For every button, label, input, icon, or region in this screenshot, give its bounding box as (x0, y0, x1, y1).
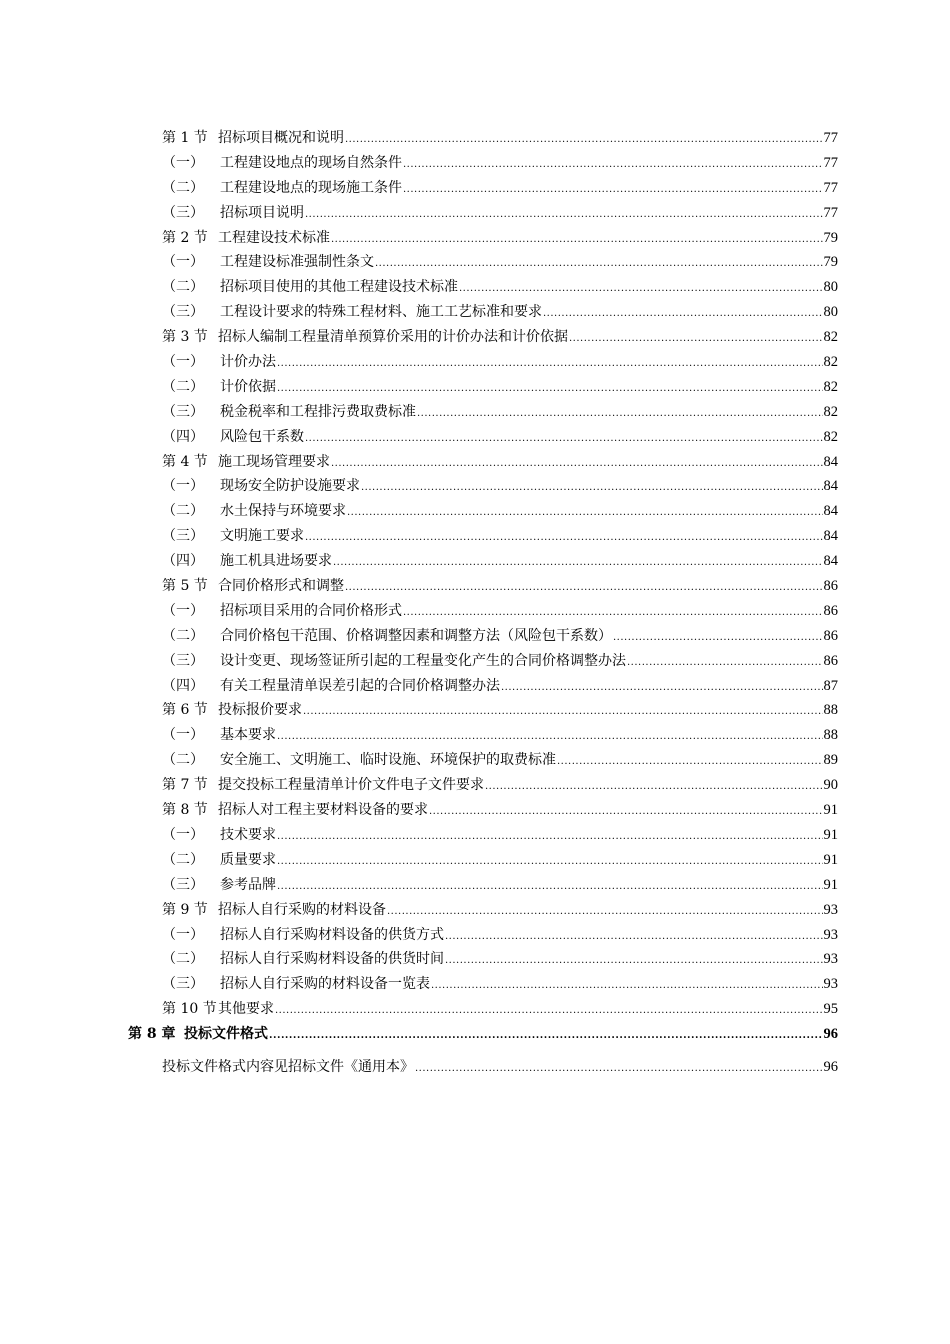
toc-entry-title: 施工现场管理要求 (218, 453, 330, 470)
toc-entry-number: 第 9 节 (162, 901, 208, 918)
toc-entry-page-number: 88 (823, 702, 838, 719)
toc-entry-number: （一） (162, 727, 204, 744)
toc-entry-title: 计价依据 (220, 378, 276, 395)
toc-entry-page-number: 91 (823, 876, 838, 893)
toc-entry-number: （二） (162, 503, 204, 520)
toc-dot-leader (277, 882, 823, 892)
toc-dot-leader (305, 434, 823, 444)
toc-entry-title: 合同价格形式和调整 (218, 578, 344, 595)
toc-dot-leader (331, 459, 823, 469)
toc-dot-leader (485, 782, 823, 792)
toc-entry-title: 招标人编制工程量清单预算价采用的计价办法和计价依据 (218, 329, 568, 346)
toc-section-entry[interactable] (128, 997, 838, 1022)
toc-section-entry[interactable] (128, 450, 838, 475)
toc-subsection-entry[interactable] (128, 1055, 838, 1080)
toc-entry-page-number: 89 (823, 752, 838, 769)
toc-subsection-entry[interactable] (128, 723, 838, 748)
toc-entry-title: 招标人对工程主要材料设备的要求 (218, 802, 428, 819)
toc-dot-leader (445, 932, 823, 942)
toc-entry-number: （一） (162, 602, 204, 619)
toc-entry-number: （三） (162, 876, 204, 893)
toc-entry-page-number: 91 (823, 802, 838, 819)
toc-entry-title: 施工机具进场要求 (220, 553, 332, 570)
toc-dot-leader (277, 857, 823, 867)
toc-entry-page-number: 82 (823, 428, 838, 445)
toc-entry-number: （二） (162, 752, 204, 769)
toc-entry-number: （四） (162, 677, 204, 694)
toc-subsection-entry[interactable] (128, 474, 838, 499)
toc-entry-number: （二） (162, 627, 204, 644)
toc-entry-title: 基本要求 (220, 727, 276, 744)
toc-dot-leader (361, 483, 823, 493)
toc-entry-page-number: 80 (823, 279, 838, 296)
toc-entry-title: 投标文件格式内容见招标文件《通用本》 (162, 1058, 414, 1075)
toc-entry-page-number: 93 (823, 976, 838, 993)
toc-entry-page-number: 77 (823, 179, 838, 196)
toc-dot-leader (275, 1006, 823, 1016)
toc-entry-page-number: 84 (823, 528, 838, 545)
toc-entry-title: 工程建设标准强制性条文 (220, 254, 374, 271)
toc-subsection-entry[interactable] (128, 823, 838, 848)
toc-entry-title: 招标人自行采购的材料设备一览表 (220, 976, 430, 993)
toc-entry-page-number: 79 (823, 229, 838, 246)
toc-dot-leader (305, 210, 823, 220)
toc-entry-title: 技术要求 (220, 826, 276, 843)
toc-subsection-entry[interactable] (128, 201, 838, 226)
toc-entry-page-number: 82 (823, 378, 838, 395)
toc-entry-title: 税金税率和工程排污费取费标准 (220, 403, 416, 420)
toc-dot-leader (415, 1064, 823, 1074)
toc-section-entry[interactable] (128, 798, 838, 823)
toc-subsection-entry[interactable] (128, 300, 838, 325)
toc-entry-title: 现场安全防护设施要求 (220, 478, 360, 495)
toc-entry-title: 招标项目采用的合同价格形式 (220, 602, 402, 619)
toc-dot-leader (331, 235, 823, 245)
toc-entry-number: 第 8 章 (128, 1026, 176, 1043)
toc-subsection-entry[interactable] (128, 549, 838, 574)
toc-subsection-entry[interactable] (128, 649, 838, 674)
toc-section-entry[interactable] (128, 226, 838, 251)
toc-entry-number: （二） (162, 179, 204, 196)
toc-entry-page-number: 93 (823, 926, 838, 943)
toc-dot-leader (277, 732, 823, 742)
toc-subsection-entry[interactable] (128, 524, 838, 549)
toc-dot-leader (375, 259, 823, 269)
toc-entry-title: 工程建设地点的现场自然条件 (220, 154, 402, 171)
toc-entry-title: 合同价格包干范围、价格调整因素和调整方法（风险包干系数） (220, 627, 612, 644)
toc-entry-title: 风险包干系数 (220, 428, 304, 445)
toc-entry-title: 设计变更、现场签证所引起的工程量变化产生的合同价格调整办法 (220, 652, 626, 669)
toc-section-entry[interactable] (128, 773, 838, 798)
toc-dot-leader (613, 633, 823, 643)
toc-entry-title: 其他要求 (218, 1001, 274, 1018)
toc-subsection-entry[interactable] (128, 425, 838, 450)
toc-entry-page-number: 77 (823, 154, 838, 171)
toc-entry-title: 工程设计要求的特殊工程材料、施工工艺标准和要求 (220, 304, 542, 321)
toc-subsection-entry[interactable] (128, 151, 838, 176)
toc-entry-number: （一） (162, 354, 204, 371)
toc-entry-page-number: 91 (823, 826, 838, 843)
toc-entry-page-number: 95 (823, 1001, 838, 1018)
toc-entry-number: 第 1 节 (162, 130, 208, 146)
toc-dot-leader (627, 658, 823, 668)
toc-entry-number: （三） (162, 304, 204, 321)
toc-entry-page-number: 93 (823, 951, 838, 968)
toc-entry-page-number: 96 (823, 1026, 838, 1043)
toc-subsection-entry[interactable] (128, 972, 838, 997)
toc-subsection-entry[interactable] (128, 923, 838, 948)
toc-entry-number: 第 7 节 (162, 777, 208, 794)
toc-entry-number: （二） (162, 951, 204, 968)
toc-entry-number: 第 2 节 (162, 229, 208, 246)
toc-entry-page-number: 87 (823, 677, 838, 694)
toc-subsection-entry[interactable] (128, 400, 838, 425)
toc-entry-page-number: 96 (823, 1058, 838, 1075)
toc-entry-title: 投标报价要求 (218, 702, 302, 719)
toc-entry-page-number: 84 (823, 503, 838, 520)
toc-chapter-entry[interactable] (128, 1022, 838, 1047)
toc-subsection-entry[interactable] (128, 176, 838, 201)
toc-entry-title: 招标人自行采购的材料设备 (218, 901, 386, 918)
toc-entry-title: 有关工程量清单误差引起的合同价格调整办法 (220, 677, 500, 694)
toc-entry-page-number: 93 (823, 901, 838, 918)
toc-section-entry[interactable] (128, 126, 838, 151)
toc-subsection-entry[interactable] (128, 848, 838, 873)
toc-entry-number: 第 6 节 (162, 702, 208, 719)
toc-subsection-entry[interactable] (128, 674, 838, 699)
toc-subsection-entry[interactable] (128, 275, 838, 300)
toc-dot-leader (303, 707, 823, 717)
toc-entry-number: （三） (162, 976, 204, 993)
toc-entry-number: （一） (162, 478, 204, 495)
toc-entry-number: （三） (162, 403, 204, 420)
toc-entry-title: 招标项目使用的其他工程建设技术标准 (220, 279, 458, 296)
toc-dot-leader (569, 334, 823, 344)
toc-subsection-entry[interactable] (128, 250, 838, 275)
toc-entry-number: （二） (162, 279, 204, 296)
toc-entry-page-number: 88 (823, 727, 838, 744)
toc-dot-leader (429, 807, 823, 817)
toc-dot-leader (445, 956, 823, 966)
toc-entry-title: 安全施工、文明施工、临时设施、环境保护的取费标准 (220, 752, 556, 769)
toc-entry-number: （一） (162, 926, 204, 943)
toc-entry-page-number: 84 (823, 478, 838, 495)
toc-entry-title: 计价办法 (220, 354, 276, 371)
toc-entry-page-number: 80 (823, 304, 838, 321)
toc-entry-number: 第 10 节 (162, 1001, 217, 1018)
toc-dot-leader (345, 583, 823, 593)
toc-entry-number: （三） (162, 652, 204, 669)
toc-subsection-entry[interactable] (128, 599, 838, 624)
toc-entry-title: 工程建设技术标准 (218, 229, 330, 246)
toc-dot-leader (403, 608, 823, 618)
toc-subsection-entry[interactable] (128, 375, 838, 400)
toc-dot-leader (417, 409, 823, 419)
toc-dot-leader (431, 981, 823, 991)
toc-dot-leader (387, 907, 823, 917)
toc-entry-title: 招标人自行采购材料设备的供货方式 (220, 926, 444, 943)
toc-dot-leader (543, 309, 823, 319)
toc-dot-leader (403, 160, 823, 170)
toc-section-entry[interactable] (128, 698, 838, 723)
toc-entry-title: 招标项目概况和说明 (218, 130, 344, 146)
toc-subsection-entry[interactable] (128, 873, 838, 898)
toc-entry-page-number: 86 (823, 578, 838, 595)
toc-entry-title: 招标项目说明 (220, 204, 304, 221)
toc-entry-number: （一） (162, 826, 204, 843)
toc-subsection-entry[interactable] (128, 748, 838, 773)
toc-entry-title: 质量要求 (220, 851, 276, 868)
toc-dot-leader (557, 757, 823, 767)
toc-entry-page-number: 82 (823, 329, 838, 346)
toc-entry-page-number: 77 (823, 204, 838, 221)
toc-entry-page-number: 90 (823, 777, 838, 794)
toc-dot-leader (277, 359, 823, 369)
toc-entry-number: 第 8 节 (162, 802, 208, 819)
toc-dot-leader (333, 558, 823, 568)
toc-section-entry[interactable] (128, 325, 838, 350)
toc-dot-leader (347, 508, 823, 518)
toc-dot-leader (277, 832, 823, 842)
toc-section-entry[interactable] (128, 898, 838, 923)
toc-entry-number: 第 3 节 (162, 329, 208, 346)
toc-subsection-entry[interactable] (128, 624, 838, 649)
toc-entry-title: 投标文件格式 (184, 1026, 268, 1043)
toc-entry-number: （一） (162, 154, 204, 171)
toc-entry-number: （三） (162, 204, 204, 221)
toc-entry-page-number: 79 (823, 254, 838, 271)
toc-entry-number: （四） (162, 428, 204, 445)
toc-entry-page-number: 86 (823, 627, 838, 644)
toc-entry-page-number: 82 (823, 403, 838, 420)
toc-subsection-entry[interactable] (128, 350, 838, 375)
toc-entry-page-number: 84 (823, 453, 838, 470)
toc-section-entry[interactable] (128, 574, 838, 599)
toc-dot-leader (501, 683, 823, 693)
toc-subsection-entry[interactable] (128, 947, 838, 972)
toc-entry-page-number: 86 (823, 652, 838, 669)
toc-entry-number: （二） (162, 378, 204, 395)
toc-entry-title: 招标人自行采购材料设备的供货时间 (220, 951, 444, 968)
toc-entry-title: 文明施工要求 (220, 528, 304, 545)
toc-entry-page-number: 86 (823, 602, 838, 619)
toc-entry-title: 工程建设地点的现场施工条件 (220, 179, 402, 196)
toc-entry-number: （三） (162, 528, 204, 545)
toc-entry-number: （四） (162, 553, 204, 570)
toc-dot-leader (277, 384, 823, 394)
toc-entry-page-number: 84 (823, 553, 838, 570)
table-of-contents (128, 126, 838, 1080)
toc-entry-number: （一） (162, 254, 204, 271)
toc-dot-leader (305, 533, 823, 543)
toc-entry-number: 第 5 节 (162, 578, 208, 595)
toc-entry-number: 第 4 节 (162, 453, 208, 470)
toc-entry-page-number: 77 (823, 130, 838, 146)
toc-dot-leader (459, 284, 823, 294)
toc-entry-number: （二） (162, 851, 204, 868)
toc-subsection-entry[interactable] (128, 499, 838, 524)
toc-entry-title: 水土保持与环境要求 (220, 503, 346, 520)
toc-dot-leader (269, 1031, 823, 1041)
toc-dot-leader (345, 135, 823, 145)
toc-entry-title: 参考品牌 (220, 876, 276, 893)
toc-entry-title: 提交投标工程量清单计价文件电子文件要求 (218, 777, 484, 794)
toc-entry-page-number: 91 (823, 851, 838, 868)
toc-dot-leader (403, 185, 823, 195)
toc-entry-page-number: 82 (823, 354, 838, 371)
